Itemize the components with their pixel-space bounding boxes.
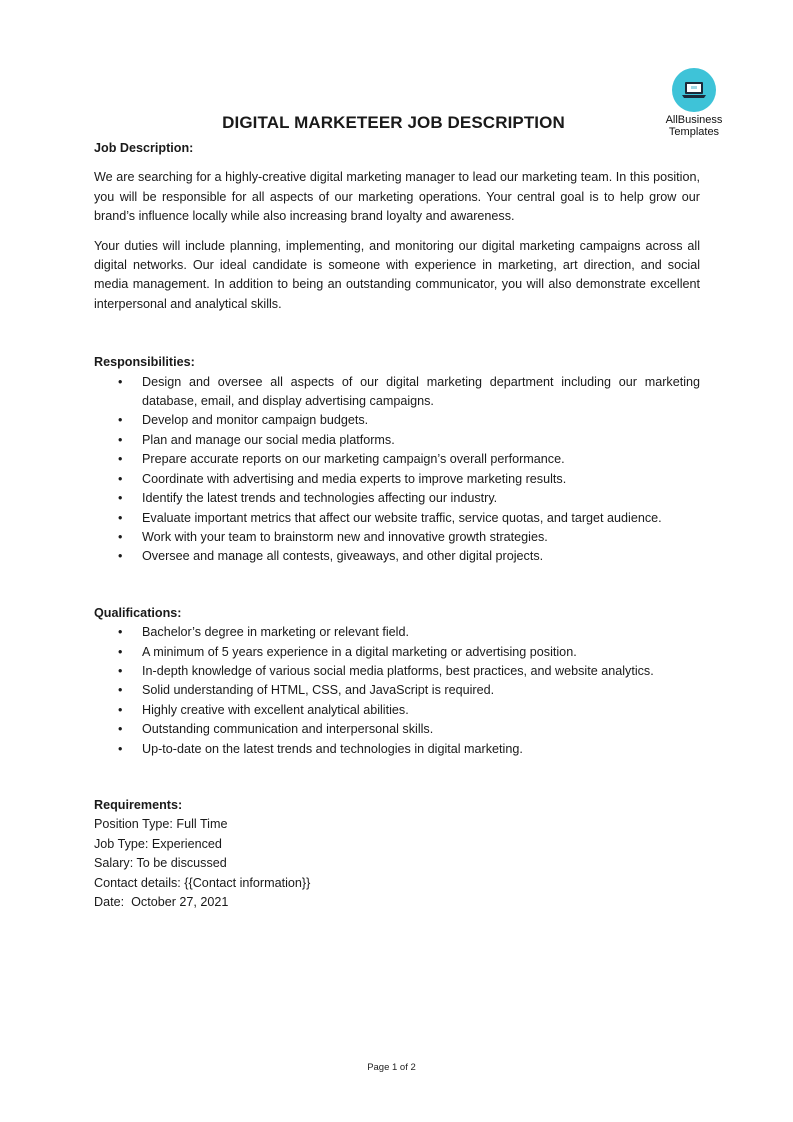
list-item-text: Highly creative with excellent analytical abilities.: [142, 702, 409, 717]
responsibilities-heading: Responsibilities:: [94, 355, 195, 370]
qualifications-heading: Qualifications:: [94, 605, 182, 620]
list-item-text: In-depth knowledge of various social media platforms, best practices, and website analytics.: [142, 663, 654, 678]
bullet: •: [118, 625, 123, 640]
document-body: [94, 139, 700, 912]
bullet: •: [118, 663, 123, 678]
bullet: •: [118, 683, 123, 698]
list-item: [94, 373, 700, 412]
list-item-text: Bachelor’s degree in marketing or relevant field.: [142, 625, 409, 640]
list-item: [94, 740, 700, 759]
list-item: [94, 528, 700, 547]
list-item: [94, 623, 700, 642]
job-description-paragraph: Your duties will include planning, implementing, and monitoring our digital marketing campaigns across all digital networks. Our ideal candidate is someone with experience in marketing, art direction, and social media management. In addition to being an outstanding communicator, you will also demonstrate excellent interpersonal and analytical skills.: [94, 238, 700, 311]
list-item-text: A minimum of 5 years experience in a digital marketing or advertising position.: [142, 644, 577, 659]
list-item-text: Plan and manage our social media platforms.: [142, 432, 395, 447]
qualifications-list: [94, 623, 700, 759]
laptop-icon: [672, 68, 716, 112]
list-item: [94, 643, 700, 662]
bullet: •: [118, 644, 123, 659]
list-item: [94, 411, 700, 430]
bullet: •: [118, 549, 123, 564]
salary: Salary: To be discussed: [94, 856, 227, 871]
list-item: [94, 431, 700, 450]
position-type: Position Type: Full Time: [94, 817, 228, 832]
document-title: DIGITAL MARKETEER JOB DESCRIPTION: [222, 113, 565, 132]
list-item-text: Evaluate important metrics that affect our website traffic, service quotas, and target audience.: [142, 510, 662, 525]
bullet: •: [118, 374, 123, 389]
list-item: [94, 547, 700, 566]
bullet: •: [118, 741, 123, 756]
bullet: •: [118, 452, 123, 467]
job-description-paragraph: We are searching for a highly-creative digital marketing manager to lead our marketing team. In this position, you will be responsible for all aspects of our marketing operations. Your central goal is to help grow our brand’s influence locally while also increasing brand loyalty and awareness.: [94, 170, 700, 224]
list-item: [94, 470, 700, 489]
bullet: •: [118, 702, 123, 717]
requirements-heading: Requirements:: [94, 797, 183, 812]
logo-text-line1: AllBusiness: [665, 114, 723, 126]
bullet: •: [118, 471, 123, 486]
list-item: [94, 720, 700, 739]
list-item-text: Outstanding communication and interpersonal skills.: [142, 722, 434, 737]
list-item: [94, 701, 700, 720]
job-description-heading: Job Description:: [94, 141, 194, 155]
list-item-text: Oversee and manage all contests, giveaways, and other digital projects.: [142, 549, 544, 564]
job-type: Job Type: Experienced: [94, 836, 222, 851]
bullet: •: [118, 432, 123, 447]
list-item-text: Identify the latest trends and technologies affecting our industry.: [142, 491, 498, 506]
bullet: •: [118, 413, 123, 428]
list-item: [94, 450, 700, 469]
list-item-text: Work with your team to brainstorm new and innovative growth strategies.: [142, 529, 548, 544]
list-item: [94, 489, 700, 508]
list-item-text: Up-to-date on the latest trends and technologies in digital marketing.: [142, 741, 523, 756]
bullet: •: [118, 529, 123, 544]
list-item-text: Develop and monitor campaign budgets.: [142, 413, 369, 428]
contact-details: Contact details: {{Contact information}}: [94, 875, 311, 890]
page-number: Page 1 of 2: [367, 1062, 416, 1073]
list-item-text: Coordinate with advertising and media experts to improve marketing results.: [142, 471, 567, 486]
responsibilities-list: [94, 373, 700, 567]
list-item-text: Solid understanding of HTML, CSS, and JavaScript is required.: [142, 683, 495, 698]
list-item: [94, 662, 700, 681]
date: Date: October 27, 2021: [94, 895, 229, 909]
bullet: •: [118, 491, 123, 506]
list-item: [94, 509, 700, 528]
bullet: •: [118, 510, 123, 525]
logo-text-line2: Templates: [668, 126, 720, 138]
bullet: •: [118, 722, 123, 737]
list-item-text: Design and oversee all aspects of our digital marketing department including our marketing database, email, and display advertising campaigns.: [142, 374, 700, 409]
list-item: [94, 681, 700, 700]
list-item-text: Prepare accurate reports on our marketing campaign’s overall performance.: [142, 452, 565, 467]
